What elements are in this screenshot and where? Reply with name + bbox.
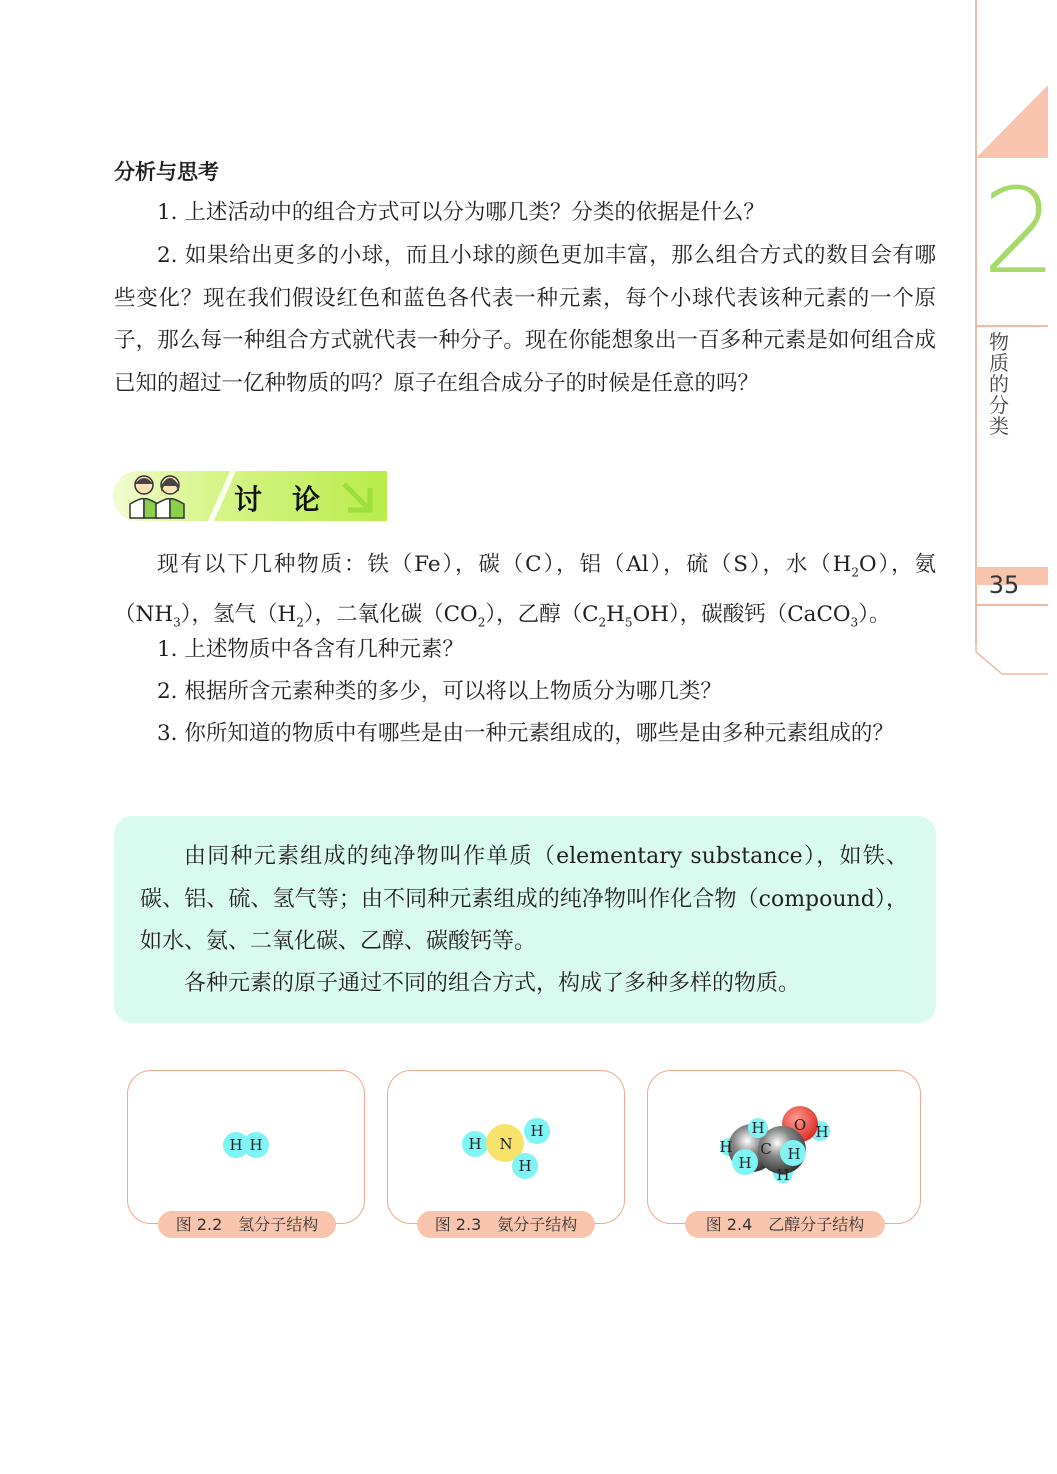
definition-paragraph-1: 由同种元素组成的纯净物叫作单质（elementary substance），如铁、碳、铝、硫、氢气等；由不同种元素组成的纯净物叫作化合物（compound），如水、氨、二氧化碳、乙醇、碳酸钙等。	[140, 844, 908, 954]
analysis-question-1: 1. 上述活动中的组合方式可以分为哪几类？分类的依据是什么？	[157, 200, 765, 225]
atom-label-h: H	[518, 1157, 532, 1175]
page-corner-decoration	[974, 640, 1048, 676]
chapter-separator	[976, 325, 1048, 327]
atom-label-h: H	[738, 1154, 752, 1172]
page-tab-line	[976, 604, 1048, 606]
atom-label-c: C	[760, 1140, 772, 1158]
definition-paragraph-2: 各种元素的原子通过不同的组合方式，构成了多种多样的物质。	[184, 971, 801, 996]
subscript: 2	[477, 615, 486, 630]
ethanol-molecule-diagram	[718, 1100, 838, 1190]
chapter-number: 2	[982, 162, 1057, 300]
figure-ethanol-caption: 图 2.4 乙醇分子结构	[685, 1211, 885, 1238]
atom-label-h: H	[787, 1145, 801, 1163]
subscript: 2	[598, 615, 607, 630]
discussion-question-2: 2. 根据所含元素种类的多少，可以将以上物质分为哪几类？	[157, 679, 722, 704]
subscript: 3	[173, 615, 181, 630]
atom-label-n: N	[499, 1135, 513, 1153]
analysis-heading: 分析与思考	[114, 160, 219, 184]
discussion-question-3: 3. 你所知道的物质中有哪些是由一种元素组成的，哪些是由多种元素组成的？	[157, 721, 894, 746]
hydrogen-molecule-diagram	[210, 1120, 280, 1170]
atom-label-h: H	[719, 1138, 733, 1156]
discussion-question-1: 1. 上述物质中各含有几种元素？	[157, 637, 464, 662]
atom-label-o: O	[793, 1116, 807, 1134]
ammonia-molecule-diagram	[455, 1112, 560, 1184]
figure-ammonia-caption: 图 2.3 氨分子结构	[417, 1211, 595, 1238]
atom-label-h: H	[815, 1123, 829, 1141]
page-number: 35	[988, 571, 1020, 599]
atom-label-h: H	[751, 1119, 765, 1137]
subscript: 3	[850, 615, 859, 630]
atom-label-h: H	[249, 1136, 263, 1154]
analysis-question-2: 2. 如果给出更多的小球，而且小球的颜色更加丰富，那么组合方式的数目会有哪些变化？现在我们假设红色和蓝色各代表一种元素，每个小球代表该种元素的一个原子，那么每一种组合方式就代表一种分子。现在你能想象出一百多种元素是如何组合成已知的超过一亿种物质的吗？原子在组合成分子的时候是任意的吗？	[114, 243, 936, 396]
atom-label-h: H	[530, 1122, 544, 1140]
chapter-title: 物质的分类	[989, 330, 1009, 438]
atom-label-h: H	[468, 1135, 482, 1153]
chapter-tab-triangle	[976, 85, 1048, 158]
discussion-title: 讨论	[234, 483, 351, 516]
subscript: 5	[624, 615, 633, 630]
subscript: 2	[296, 615, 304, 630]
discussion-intro: 现有以下几种物质：铁（Fe），碳（C），铝（Al），硫（S），水$(H_2O)$，氨$(NH_3)$，氢气$(H_2)$，二氧化碳$(CO_2)$，乙醇$(C_2H_5OH)$，碳酸钙（CaCO$_3$）。	[114, 552, 936, 630]
figure-hydrogen-caption: 图 2.2 氢分子结构	[158, 1211, 336, 1238]
atom-label-h: H	[229, 1136, 243, 1154]
atom-label-h: H	[776, 1166, 790, 1184]
students-reading-icon	[124, 472, 190, 522]
subscript: 2	[851, 565, 859, 580]
